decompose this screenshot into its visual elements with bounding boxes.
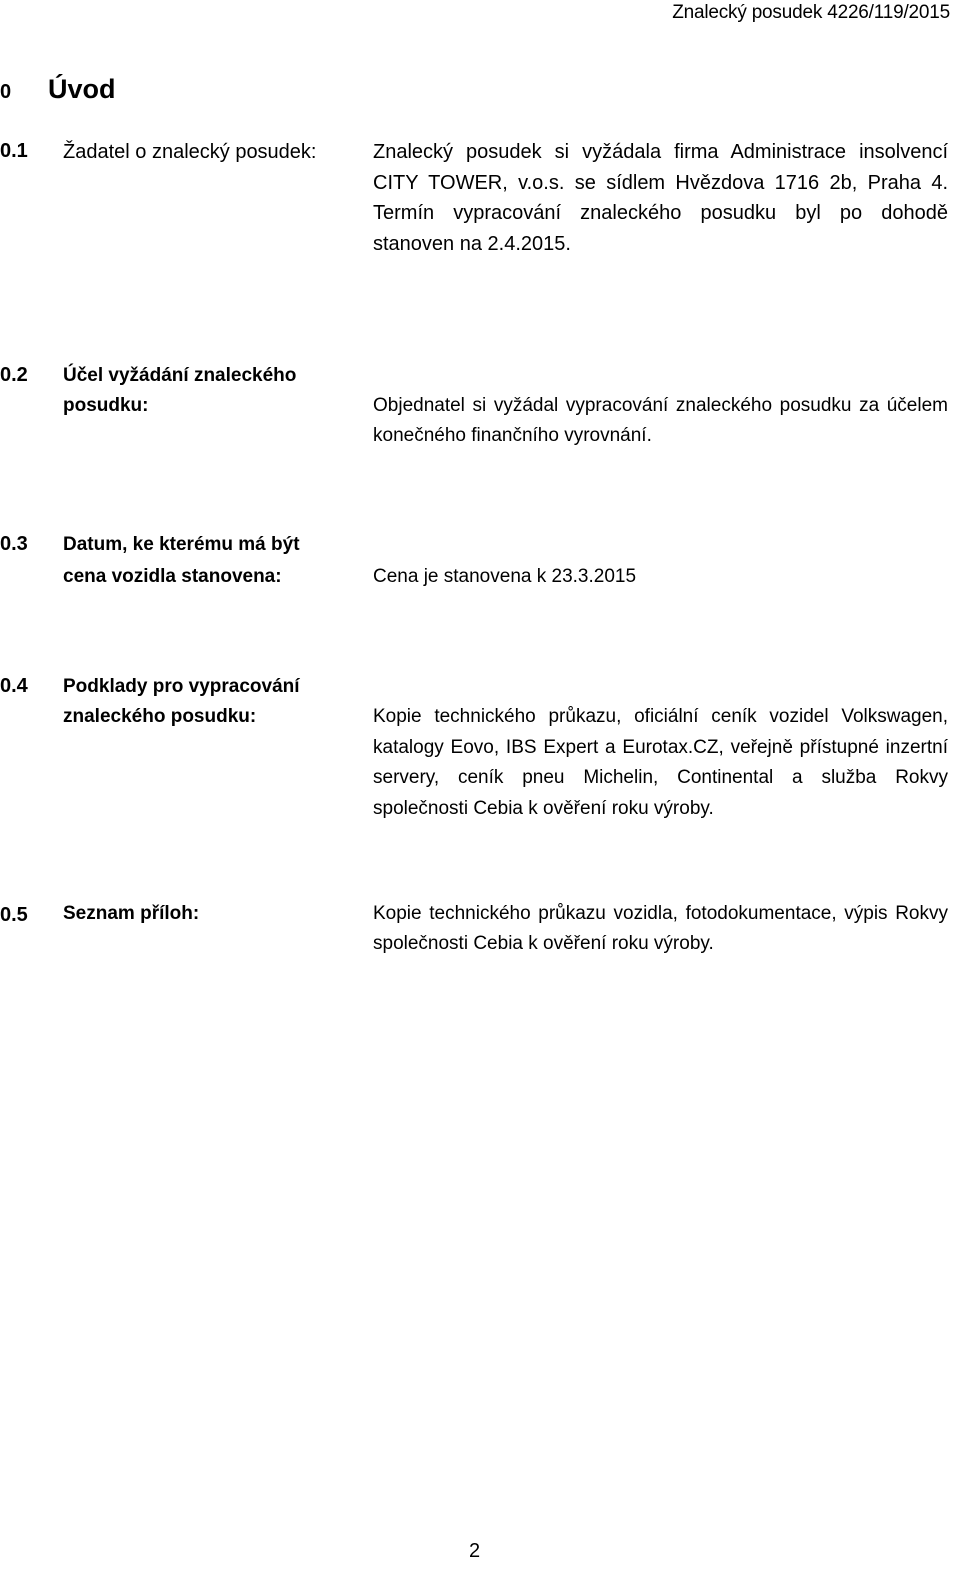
item-label-line2: cena vozidla stanovena: bbox=[63, 566, 282, 587]
item-label: Seznam příloh: bbox=[63, 903, 200, 924]
item-body: Kopie technického průkazu, oficiální ceník vozidel Volkswagen, katalogy Eovo, IBS Expert a Eurotax.CZ, veřejně přístupné inzertní servery, ceník pneu Michelin, Continental a služba Rokvy společnosti Cebia k ověření roku výroby. bbox=[373, 706, 948, 820]
item-label-line1: Účel vyžádání znaleckého bbox=[63, 365, 297, 386]
item-body: Kopie technického průkazu vozidla, fotodokumentace, výpis Rokvy společnosti Cebia k ověření roku výroby. bbox=[373, 903, 948, 954]
item-number: 0.5 bbox=[0, 904, 28, 926]
item-label: Žadatel o znalecký posudek: bbox=[63, 141, 317, 163]
page-number: 2 bbox=[469, 1540, 481, 1562]
item-label-line1: Podklady pro vypracování bbox=[63, 676, 300, 697]
item-number: 0.3 bbox=[0, 533, 28, 555]
document-header: Znalecký posudek 4226/119/2015 bbox=[672, 2, 950, 23]
item-label-line2: posudku: bbox=[63, 395, 149, 416]
item-number: 0.4 bbox=[0, 675, 28, 697]
section-heading bbox=[0, 74, 116, 105]
item-body: Objednatel si vyžádal vypracování znaleckého posudku za účelem konečného finančního vyrovnání. bbox=[373, 395, 948, 446]
item-label-line1: Datum, ke kterému má být bbox=[63, 534, 300, 555]
item-body: Znalecký posudek si vyžádala firma Administrace insolvencí CITY TOWER, v.o.s. se sídlem Hvězdova 1716 2b, Praha 4. Termín vypracování znaleckého posudku byl po dohodě stanoven na 2.4.2015. bbox=[373, 141, 948, 255]
item-body: Cena je stanovena k 23.3.2015 bbox=[373, 566, 637, 587]
section-number: 0 bbox=[0, 81, 12, 103]
section-title: Úvod bbox=[48, 74, 116, 104]
item-number: 0.1 bbox=[0, 140, 28, 162]
item-label-line2: znaleckého posudku: bbox=[63, 706, 257, 727]
item-number: 0.2 bbox=[0, 364, 28, 386]
